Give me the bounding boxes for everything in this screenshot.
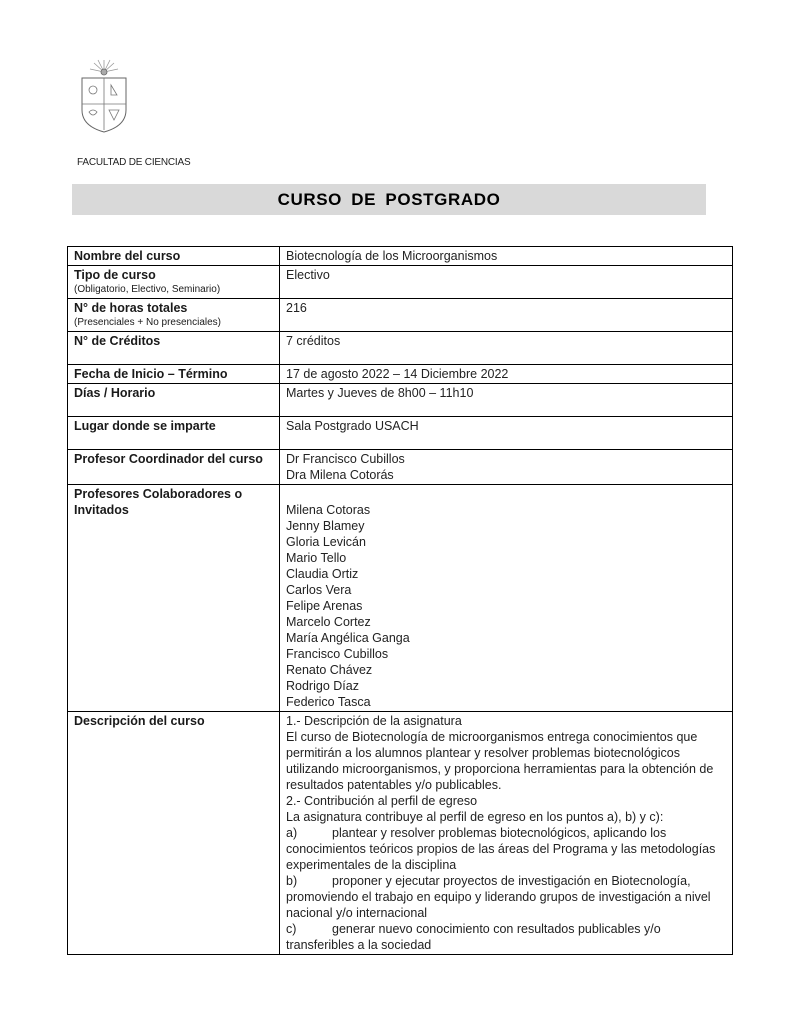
row-descripcion	[68, 712, 733, 955]
collaborator-name: Felipe Arenas	[286, 599, 363, 613]
profile-item	[286, 825, 726, 873]
value-tipo: Electivo	[280, 266, 733, 299]
collaborator-name: Francisco Cubillos	[286, 647, 389, 661]
collaborator-name: María Angélica Ganga	[286, 631, 410, 645]
label-tipo-text: Tipo de curso	[74, 268, 156, 282]
value-lugar: Sala Postgrado USACH	[280, 417, 733, 450]
value-fecha: 17 de agosto 2022 – 14 Diciembre 2022	[280, 365, 733, 384]
section1-text: El curso de Biotecnología de microorganismos entrega conocimientos que permitirán a los alumnos plantear y resolver problemas biotecnológicos utilizando microorganismos, y proporciona herramientas para la obtención de resultados patentables y/o publicables.	[286, 730, 714, 792]
row-coordinador	[68, 450, 733, 485]
profile-item	[286, 873, 726, 921]
row-creditos	[68, 332, 733, 365]
label-horas-sub: (Presenciales + No presenciales)	[74, 317, 222, 328]
row-nombre	[68, 247, 733, 266]
item-marker: c)	[286, 922, 297, 936]
item-text: generar nuevo conocimiento con resultados publicables y/o transferibles a la sociedad	[286, 922, 661, 952]
label-creditos: N° de Créditos	[68, 332, 280, 365]
label-coordinador: Profesor Coordinador del curso	[68, 450, 280, 485]
coordinator-name: Dra Milena Cotorás	[286, 468, 394, 482]
value-creditos: 7 créditos	[280, 332, 733, 365]
spacer-line	[286, 486, 726, 502]
row-tipo	[68, 266, 733, 299]
row-dias	[68, 384, 733, 417]
label-tipo-sub: (Obligatorio, Electivo, Seminario)	[74, 284, 221, 295]
course-info-table	[67, 246, 733, 955]
label-horas	[68, 299, 280, 332]
profile-item	[286, 921, 726, 953]
section1-title: 1.- Descripción de la asignatura	[286, 714, 462, 728]
collaborator-name: Federico Tasca	[286, 695, 371, 709]
collaborator-name: Carlos Vera	[286, 583, 352, 597]
value-descripcion	[280, 712, 733, 955]
collaborator-name: Gloria Levicán	[286, 535, 366, 549]
value-horas: 216	[280, 299, 733, 332]
value-coordinador	[280, 450, 733, 485]
row-fecha	[68, 365, 733, 384]
label-nombre: Nombre del curso	[68, 247, 280, 266]
label-dias: Días / Horario	[68, 384, 280, 417]
collaborator-name: Renato Chávez	[286, 663, 373, 677]
item-text: proponer y ejecutar proyectos de investigación en Biotecnología, promoviendo el trabajo en equipo y liderando grupos de investigación a nivel nacional y/o internacional	[286, 874, 711, 920]
faculty-name: FACULTAD DE CIENCIAS	[77, 157, 191, 168]
collaborator-name: Jenny Blamey	[286, 519, 365, 533]
label-colaboradores: Profesores Colaboradores o Invitados	[68, 485, 280, 712]
coordinator-name: Dr Francisco Cubillos	[286, 452, 405, 466]
collaborator-name: Rodrigo Díaz	[286, 679, 359, 693]
collaborator-name: Claudia Ortiz	[286, 567, 359, 581]
label-lugar: Lugar donde se imparte	[68, 417, 280, 450]
section2-intro: La asignatura contribuye al perfil de egreso en los puntos a), b) y c):	[286, 810, 664, 824]
label-descripcion: Descripción del curso	[68, 712, 280, 955]
row-horas	[68, 299, 733, 332]
value-dias: Martes y Jueves de 8h00 – 11h10	[280, 384, 733, 417]
collaborator-name: Mario Tello	[286, 551, 347, 565]
label-horas-text: N° de horas totales	[74, 301, 188, 315]
row-colaboradores	[68, 485, 733, 712]
title-banner	[72, 184, 706, 215]
value-nombre: Biotecnología de los Microorganismos	[280, 247, 733, 266]
row-lugar	[68, 417, 733, 450]
label-tipo	[68, 266, 280, 299]
page-title: CURSO DE POSTGRADO	[277, 189, 501, 209]
item-text: plantear y resolver problemas biotecnológicos, aplicando los conocimientos teóricos propios de las áreas del Programa y las metodologías experimentales de la disciplina	[286, 826, 716, 872]
collaborator-name: Milena Cotoras	[286, 503, 371, 517]
item-marker: b)	[286, 874, 298, 888]
section2-title: 2.- Contribución al perfil de egreso	[286, 794, 478, 808]
item-marker: a)	[286, 826, 298, 840]
label-fecha: Fecha de Inicio – Término	[68, 365, 280, 384]
collaborator-name: Marcelo Cortez	[286, 615, 371, 629]
value-colaboradores	[280, 485, 733, 712]
university-crest-logo	[78, 58, 130, 134]
